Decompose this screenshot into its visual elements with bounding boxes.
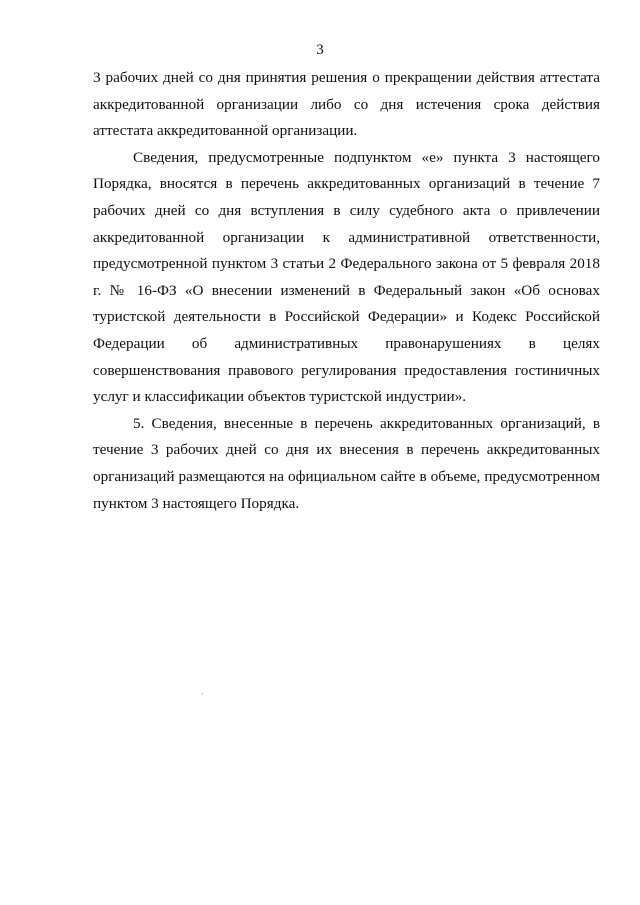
paragraph-item-5: 5. Сведения, внесенные в перечень аккредитованных организаций, в течение 3 рабочих дней со дня их внесения в перечень аккредитованных организаций размещаются на официальном сайте в объеме, предусмотренном пунктом 3 настоящего Порядка. (93, 414, 600, 512)
scan-artifact (202, 693, 203, 695)
paragraph-continuation: 3 рабочих дней со дня принятия решения о прекращении действия аттестата аккредитованной организации либо со дня истечения срока действия аттестата аккредитованной организации. (93, 69, 600, 140)
document-body (93, 65, 600, 517)
page-number: 3 (316, 42, 324, 58)
paragraph-subparagraph-e-info: Сведения, предусмотренные подпунктом «е» пункта 3 настоящего Порядка, вносятся в перечень аккредитованных организаций в течение 7 рабочих дней со дня вступления в силу судебного акта о привлечении аккредитованной организации к административной ответственности, предусмотренной пунктом 3 статьи 2 Федерального закона от 5 февраля 2018 г. № 16-ФЗ «О внесении изменений в Федеральный закон «Об основах туристской деятельности в Российской Федерации» и Кодекс Российской Федерации об административных правонарушениях в целях совершенствования правового регулирования предоставления гостиничных услуг и классификации объектов туристской индустрии». (93, 148, 600, 406)
